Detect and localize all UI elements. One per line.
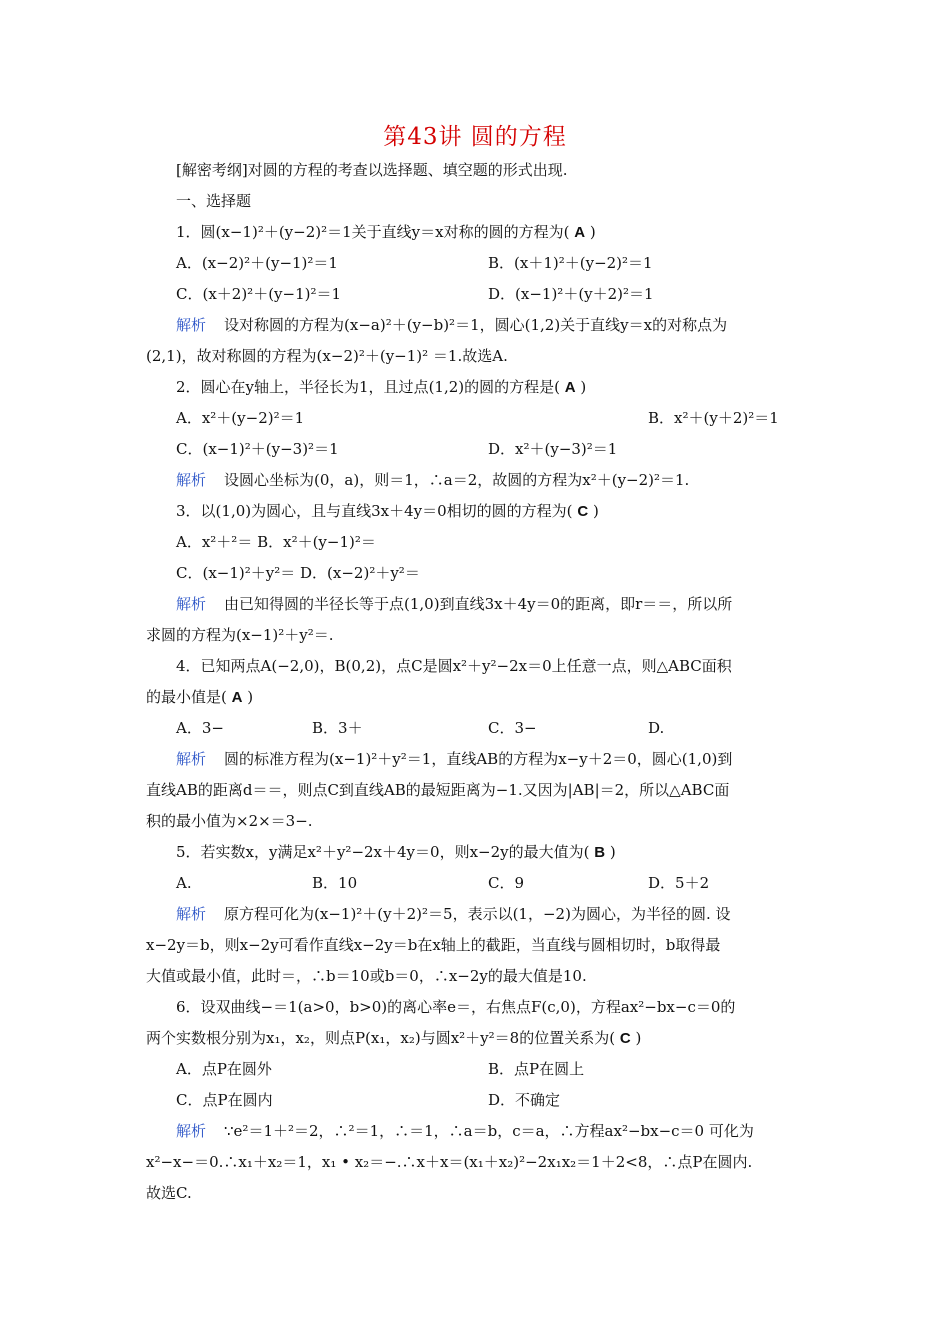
question-6-stem-line-1: 6．设双曲线−＝1(a>0，b>0)的离心率e＝，右焦点F(c,0)，方程ax²−bx−c＝0的 (176, 998, 736, 1016)
question-5-option-b: B．10 (312, 874, 358, 892)
question-4-solution-line-3: 积的最小值为×2×＝3−. (146, 812, 313, 830)
question-1-option-d: D．(x−1)²＋(y＋2)²＝1 (488, 285, 654, 303)
question-3-answer: C (577, 503, 589, 520)
solution-label: 解析 (176, 316, 207, 334)
question-5-option-c: C．9 (488, 874, 525, 892)
question-4-solution-line-1: 解析 圆的标准方程为(x−1)²＋y²＝1，直线AB的方程为x−y＋2＝0，圆心(1,0)到 (176, 750, 733, 768)
question-3-options-cd: C．(x−1)²＋y²＝ D．(x−2)²＋y²＝ (176, 564, 420, 582)
question-4-option-b: B．3＋ (312, 719, 363, 737)
solution-label: 解析 (176, 750, 207, 768)
question-4-stem-line-2: 的最小值是( A ) (146, 688, 254, 706)
question-5-answer: B (594, 844, 606, 861)
question-2-answer: A (564, 379, 576, 396)
question-4-answer: A (231, 689, 243, 706)
question-1-solution-line-2: (2,1)，故对称圆的方程为(x−2)²＋(y−1)² ＝1.故选A. (146, 347, 508, 365)
question-6-option-b: B．点P在圆上 (488, 1060, 585, 1078)
question-6-solution-line-1: 解析 ∵e²＝1＋²＝2，∴²＝1，∴＝1，∴a＝b，c＝a，∴方程ax²−bx−c＝0 可化为 (176, 1122, 754, 1140)
question-4-option-c: C．3− (488, 719, 537, 737)
question-6-option-d: D．不确定 (488, 1091, 561, 1109)
question-2-solution-line-1: 解析 设圆心坐标为(0，a)，则＝1，∴a＝2，故圆的方程为x²＋(y−2)²＝1. (176, 471, 690, 489)
question-6-option-a: A．点P在圆外 (176, 1060, 272, 1078)
solution-label: 解析 (176, 1122, 207, 1140)
question-6-stem-line-2: 两个实数根分别为x₁，x₂，则点P(x₁，x₂)与圆x²＋y²＝8的位置关系为( C ) (146, 1029, 642, 1047)
question-2-option-a: A．x²＋(y−2)²＝1 (176, 409, 305, 427)
question-5-stem: 5．若实数x，y满足x²＋y²−2x＋4y＝0，则x−2y的最大值为( B ) (176, 843, 616, 861)
solution-label: 解析 (176, 905, 207, 923)
question-6-solution-line-3: 故选C. (146, 1184, 192, 1202)
section-heading: 一、选择题 (176, 192, 252, 210)
question-1-option-b: B．(x＋1)²＋(y−2)²＝1 (488, 254, 653, 272)
question-3-solution-line-1: 解析 由已知得圆的半径长等于点(1,0)到直线3x＋4y＝0的距离，即r＝＝，所以所 (176, 595, 733, 613)
question-2-option-d: D．x²＋(y−3)²＝1 (488, 440, 618, 458)
solution-label: 解析 (176, 471, 207, 489)
question-3-solution-line-2: 求圆的方程为(x−1)²＋y²＝. (146, 626, 334, 644)
question-1-answer: A (574, 224, 586, 241)
question-1-stem: 1．圆(x−1)²＋(y−2)²＝1关于直线y＝x对称的圆的方程为( A ) (176, 223, 596, 241)
question-5-option-a: A. (176, 874, 192, 892)
question-4-option-d: D. (648, 719, 665, 737)
question-5-solution-line-1: 解析 原方程可化为(x−1)²＋(y＋2)²＝5，表示以(1，−2)为圆心，为半径的圆. 设 (176, 905, 731, 923)
question-4-stem-line-1: 4．已知两点A(−2,0)，B(0,2)，点C是圆x²＋y²−2x＝0上任意一点，则△ABC面积 (176, 657, 732, 675)
question-2-stem: 2．圆心在y轴上，半径长为1，且过点(1,2)的圆的方程是( A ) (176, 378, 587, 396)
question-6-option-c: C．点P在圆内 (176, 1091, 273, 1109)
question-2-option-c: C．(x−1)²＋(y−3)²＝1 (176, 440, 339, 458)
question-6-answer: C (619, 1030, 631, 1047)
question-5-solution-line-3: 大值或最小值，此时＝，∴b＝10或b＝0，∴x−2y的最大值是10. (146, 967, 587, 985)
question-3-stem: 3．以(1,0)为圆心，且与直线3x＋4y＝0相切的圆的方程为( C ) (176, 502, 599, 520)
question-5-solution-line-2: x−2y＝b，则x−2y可看作直线x−2y＝b在x轴上的截距，当直线与圆相切时，b取得最 (146, 936, 721, 954)
solution-label: 解析 (176, 595, 207, 613)
question-1-solution-line-1: 解析 设对称圆的方程为(x−a)²＋(y−b)²＝1，圆心(1,2)关于直线y＝x的对称点为 (176, 316, 728, 334)
intro-text: [解密考纲]对圆的方程的考查以选择题、填空题的形式出现. (176, 161, 568, 179)
question-5-option-d: D．5＋2 (648, 874, 710, 892)
page-title: 第43讲 圆的方程 (383, 124, 567, 150)
question-4-solution-line-2: 直线AB的距离d＝＝，则点C到直线AB的最短距离为−1.又因为|AB|＝2，所以△ABC面 (146, 781, 730, 799)
question-1-option-c: C．(x＋2)²＋(y−1)²＝1 (176, 285, 342, 303)
question-1-option-a: A．(x−2)²＋(y−1)²＝1 (176, 254, 338, 272)
question-4-option-a: A．3− (176, 719, 224, 737)
question-6-solution-line-2: x²−x−＝0.∴x₁＋x₂＝1，x₁ • x₂＝−.∴x＋x＝(x₁＋x₂)²−2x₁x₂＝1＋2<8，∴点P在圆内. (146, 1153, 753, 1171)
question-3-options-ab: A．x²＋²＝ B．x²＋(y−1)²＝ (176, 533, 376, 551)
question-2-option-b: B．x²＋(y＋2)²＝1 (648, 409, 779, 427)
